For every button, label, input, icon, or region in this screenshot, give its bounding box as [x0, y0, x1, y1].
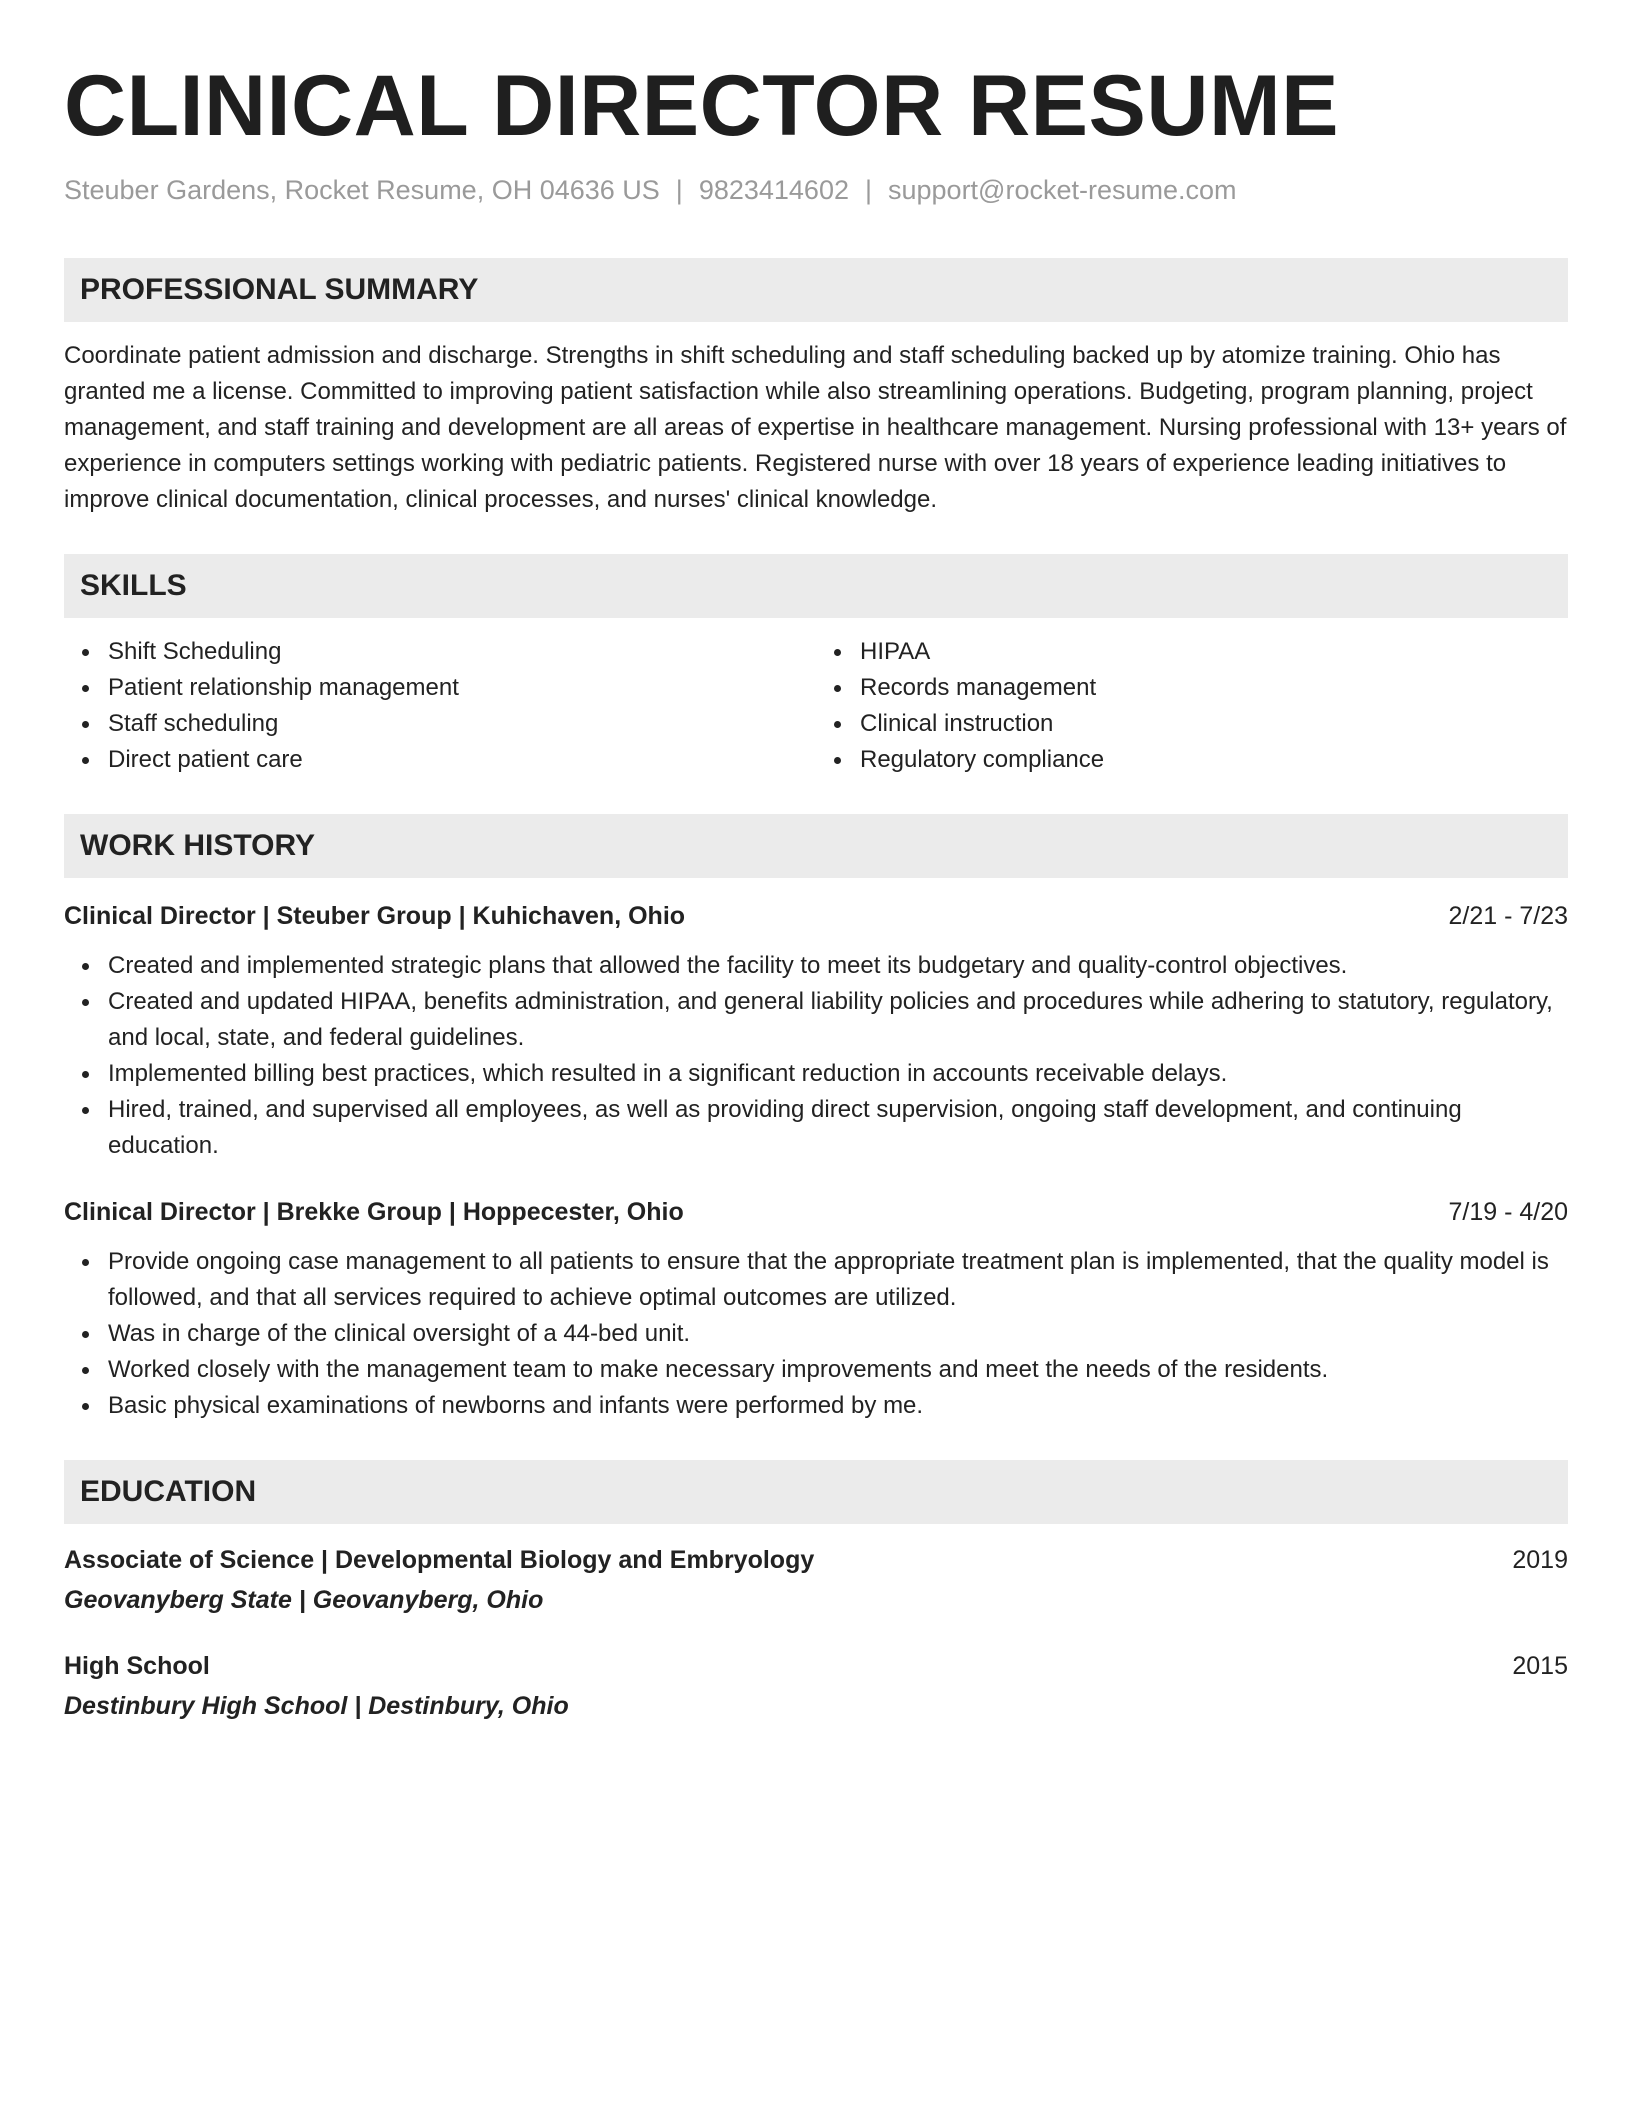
skills-list	[64, 634, 1568, 778]
skill-item: Direct patient care	[108, 742, 816, 778]
education-degree: Associate of Science | Developmental Biology and Embryology	[64, 1546, 815, 1574]
skill-item: Patient relationship management	[108, 670, 816, 706]
page-title: CLINICAL DIRECTOR RESUME	[64, 58, 1339, 154]
skills-column-right	[816, 634, 1568, 778]
section-heading-education: EDUCATION	[64, 1460, 1568, 1524]
education-school: Destinbury High School | Destinbury, Ohio	[64, 1692, 569, 1720]
skills-column-left	[64, 634, 816, 778]
job-bullet: Hired, trained, and supervised all employees, as well as providing direct supervision, ongoing staff development, and continuing education.	[108, 1092, 1568, 1164]
job-dates: 7/19 - 4/20	[1448, 1198, 1568, 1226]
contact-separator: |	[675, 175, 683, 205]
job-bullet: Implemented billing best practices, which resulted in a significant reduction in accounts receivable delays.	[108, 1056, 1568, 1092]
job-entry	[64, 1194, 1568, 1424]
education-year: 2015	[1512, 1652, 1568, 1680]
contact-email: support@rocket-resume.com	[888, 175, 1237, 205]
education-degree: High School	[64, 1652, 210, 1680]
job-header	[64, 1194, 1568, 1230]
education-entry	[64, 1542, 1568, 1618]
skill-item: Records management	[860, 670, 1568, 706]
section-heading-work-history: WORK HISTORY	[64, 814, 1568, 878]
contact-address: Steuber Gardens, Rocket Resume, OH 04636 US	[64, 175, 660, 205]
job-title: Clinical Director | Steuber Group | Kuhichaven, Ohio	[64, 902, 686, 930]
job-bullets	[64, 948, 1568, 1164]
skill-item: HIPAA	[860, 634, 1568, 670]
skill-item: Shift Scheduling	[108, 634, 816, 670]
job-dates: 2/21 - 7/23	[1448, 902, 1568, 930]
job-title: Clinical Director | Brekke Group | Hoppecester, Ohio	[64, 1198, 684, 1226]
contact-line	[64, 170, 1568, 210]
job-bullets	[64, 1244, 1568, 1424]
job-bullet: Created and implemented strategic plans that allowed the facility to meet its budgetary and quality-control objectives.	[108, 948, 1568, 984]
job-header	[64, 898, 1568, 934]
job-bullet: Provide ongoing case management to all patients to ensure that the appropriate treatment plan is implemented, that the quality model is followed, and that all services required to achieve optimal outcomes are utilized.	[108, 1244, 1568, 1316]
job-bullet: Worked closely with the management team to make necessary improvements and meet the needs of the residents.	[108, 1352, 1568, 1388]
education-year: 2019	[1512, 1546, 1568, 1574]
job-bullet: Created and updated HIPAA, benefits administration, and general liability policies and procedures while adhering to statutory, regulatory, and local, state, and federal guidelines.	[108, 984, 1568, 1056]
education-school: Geovanyberg State | Geovanyberg, Ohio	[64, 1586, 544, 1614]
skill-item: Staff scheduling	[108, 706, 816, 742]
education-header	[64, 1542, 1568, 1578]
skill-item: Clinical instruction	[860, 706, 1568, 742]
job-entry	[64, 898, 1568, 1164]
section-heading-summary: PROFESSIONAL SUMMARY	[64, 258, 1568, 322]
education-entry	[64, 1648, 1568, 1724]
skill-item: Regulatory compliance	[860, 742, 1568, 778]
job-bullet: Basic physical examinations of newborns and infants were performed by me.	[108, 1388, 1568, 1424]
summary-text: Coordinate patient admission and discharge. Strengths in shift scheduling and staff scheduling backed up by atomize training. Ohio has granted me a license. Committed to improving patient satisfaction while also streamlining operations. Budgeting, program planning, project management, and staff training and development are all areas of expertise in healthcare management. Nursing professional with 13+ years of experience in computers settings working with pediatric patients. Registered nurse with over 18 years of experience leading initiatives to improve clinical documentation, clinical processes, and nurses' clinical knowledge.	[64, 342, 1567, 513]
education-header	[64, 1648, 1568, 1684]
contact-separator: |	[864, 175, 872, 205]
section-heading-skills: SKILLS	[64, 554, 1568, 618]
job-bullet: Was in charge of the clinical oversight of a 44-bed unit.	[108, 1316, 1568, 1352]
contact-phone: 9823414602	[698, 175, 849, 205]
